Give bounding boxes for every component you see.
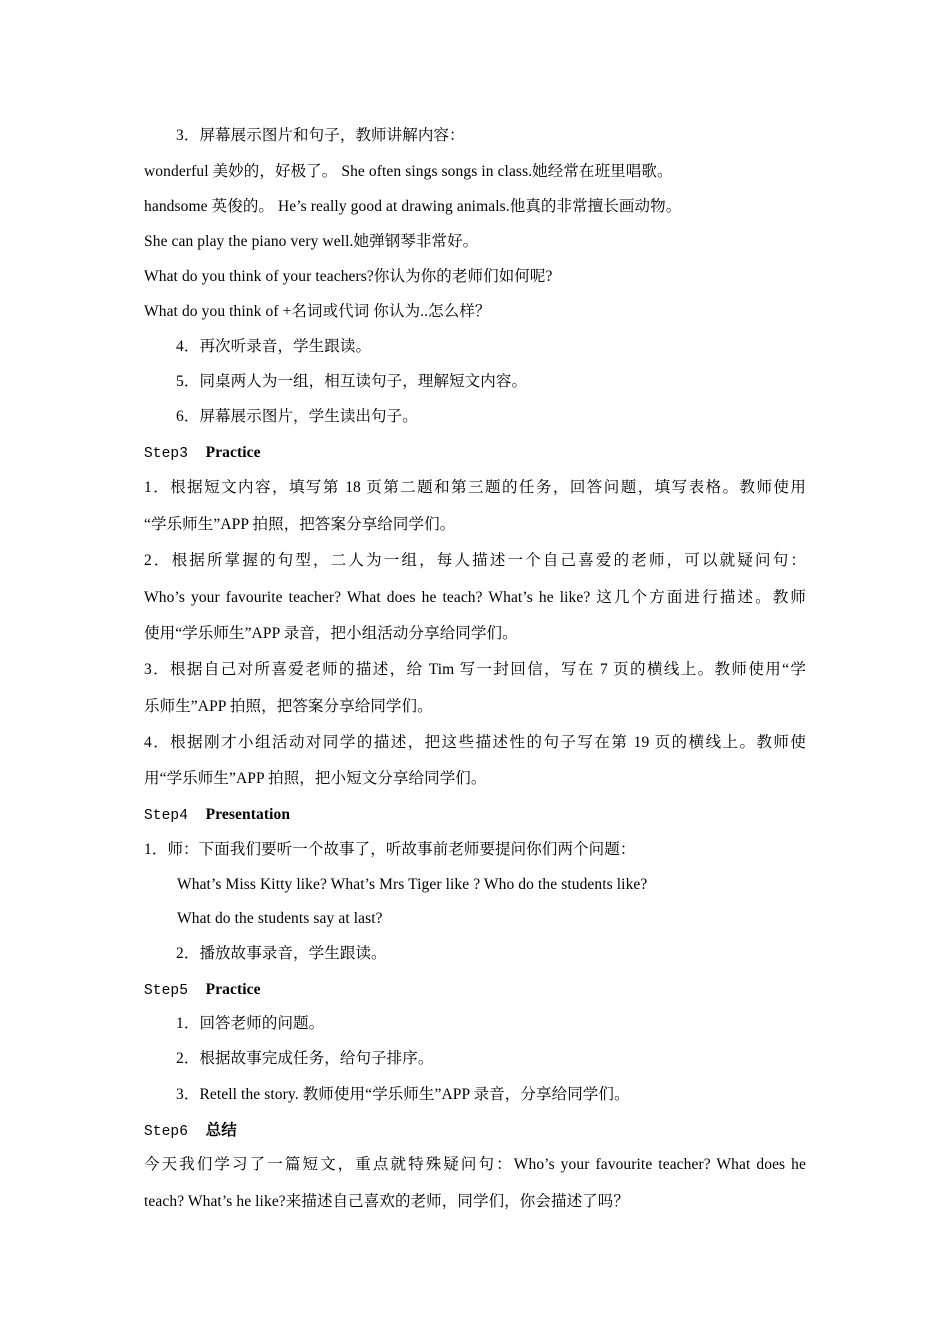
- heading-step3-label: Practice: [205, 444, 261, 461]
- heading-step5-label: Practice: [205, 981, 261, 998]
- heading-step5-number: Step5: [144, 983, 189, 999]
- practice-item-1-line-2: “学乐师生”APP 拍照，把答案分享给同学们。: [144, 516, 456, 533]
- presentation-item-2: 2．播放故事录音，学生跟读。: [176, 945, 387, 962]
- heading-step3-number: Step3: [144, 446, 189, 462]
- item-3-screen-show: 3．屏幕展示图片和句子，教师讲解内容：: [176, 127, 465, 144]
- heading-step6-number: Step6: [144, 1124, 189, 1140]
- heading-step4-number: Step4: [144, 808, 189, 824]
- step5-item-1: 1．回答老师的问题。: [176, 1015, 325, 1032]
- step5-item-2: 2．根据故事完成任务，给句子排序。: [176, 1050, 434, 1067]
- practice-item-3-line-2: 乐师生”APP 拍照，把答案分享给同学们。: [144, 698, 433, 715]
- presentation-item-1: 1．师：下面我们要听一个故事了，听故事前老师要提问你们两个问题：: [144, 841, 636, 858]
- heading-step5: [144, 980, 261, 1001]
- vocab-wonderful: wonderful 美妙的，好极了。 She often sings songs in class.她经常在班里唱歌。: [144, 163, 673, 180]
- practice-item-2-line-3: 使用“学乐师生”APP 录音，把小组活动分享给同学们。: [144, 625, 518, 642]
- practice-item-2-line-2: Who’s your favourite teacher? What does he teach? What’s he like? 这几个方面进行描述。教师: [144, 589, 806, 606]
- heading-step6: [144, 1121, 237, 1142]
- sentence-think-teachers: What do you think of your teachers?你认为你的老师们如何呢?: [144, 268, 553, 285]
- heading-step4-label: Presentation: [205, 806, 291, 823]
- sentence-piano: She can play the piano very well.她弹钢琴非常好。: [144, 233, 479, 250]
- heading-step6-label: 总结: [205, 1122, 237, 1139]
- question-line-1: What’s Miss Kitty like? What’s Mrs Tiger like ? Who do the students like?: [177, 876, 648, 893]
- question-line-2: What do the students say at last?: [177, 910, 383, 927]
- item-6-read: 6．屏幕展示图片，学生读出句子。: [176, 408, 418, 425]
- step5-item-3: 3．Retell the story. 教师使用“学乐师生”APP 录音，分享给同学们。: [176, 1086, 630, 1103]
- item-5-pairs: 5．同桌两人为一组，相互读句子，理解短文内容。: [176, 373, 528, 390]
- practice-item-1-line-1: 1．根据短文内容，填写第 18 页第二题和第三题的任务，回答问题，填写表格。教师使用: [144, 479, 806, 496]
- practice-item-4-line-1: 4．根据刚才小组活动对同学的描述，把这些描述性的句子写在第 19 页的横线上。教师使: [144, 734, 806, 751]
- practice-item-2-line-1: 2．根据所掌握的句型，二人为一组，每人描述一个自己喜爱的老师，可以就疑问句：: [144, 552, 806, 569]
- vocab-handsome: handsome 英俊的。 He’s really good at drawing animals.他真的非常擅长画动物。: [144, 198, 682, 215]
- summary-line-2: teach? What’s he like?来描述自己喜欢的老师，同学们，你会描述了吗？: [144, 1193, 629, 1210]
- practice-item-4-line-2: 用“学乐师生”APP 拍照，把小短文分享给同学们。: [144, 770, 487, 787]
- heading-step4: [144, 805, 290, 826]
- summary-line-1: 今天我们学习了一篇短文，重点就特殊疑问句：Who’s your favourite teacher? What does he: [144, 1156, 806, 1173]
- heading-step3: [144, 443, 261, 464]
- item-4-listen: 4．再次听录音，学生跟读。: [176, 338, 372, 355]
- practice-item-3-line-1: 3．根据自己对所喜爱老师的描述，给 Tim 写一封回信，写在 7 页的横线上。教师使用“学: [144, 661, 806, 678]
- sentence-pattern: What do you think of +名词或代词 你认为..怎么样？: [144, 303, 491, 320]
